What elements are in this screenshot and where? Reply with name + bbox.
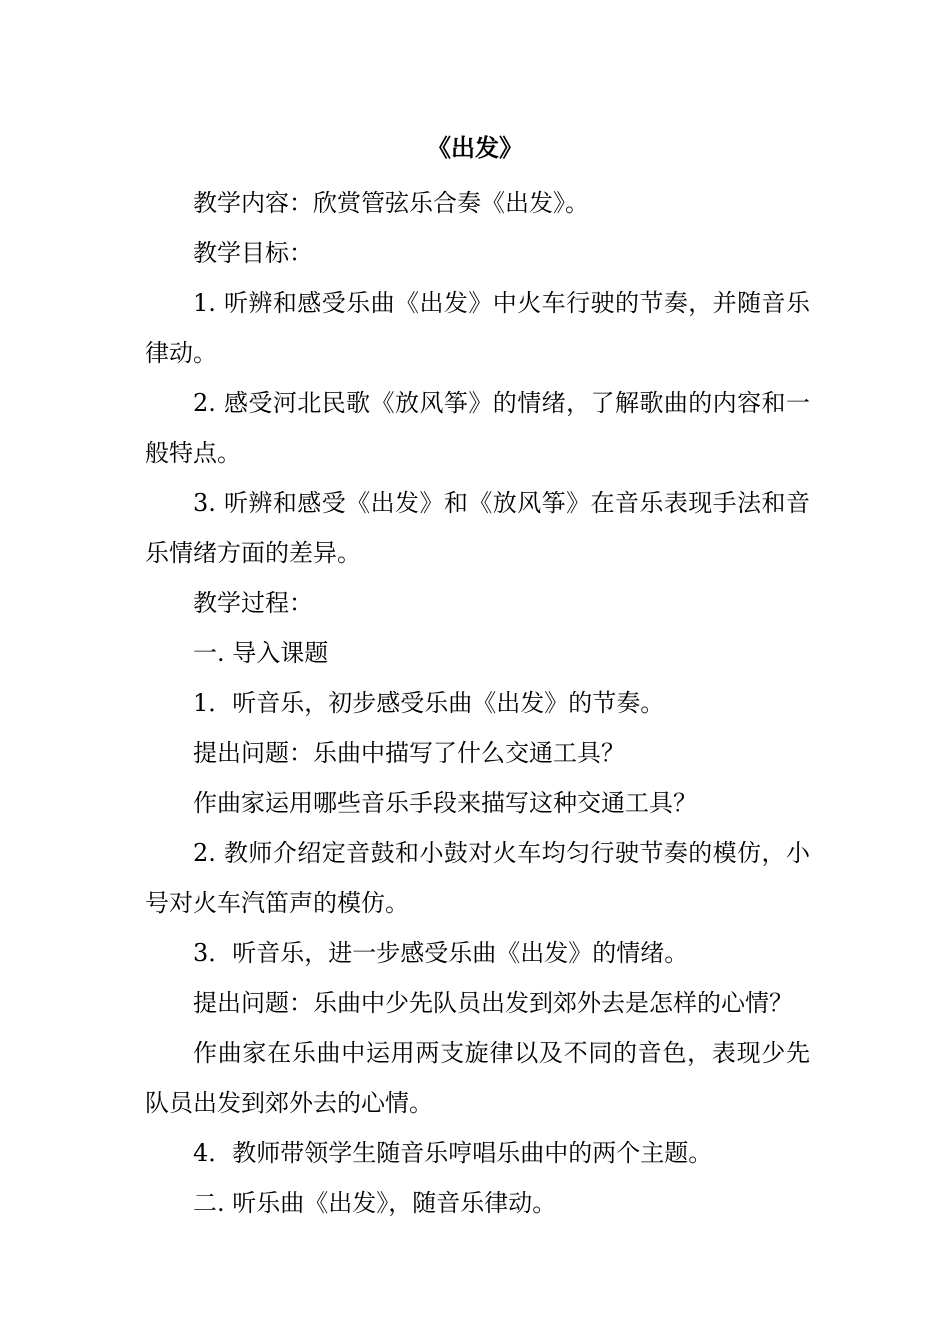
document-title: 《出发》 (427, 133, 523, 162)
paragraph-teaching-goals-heading: 教学目标： (193, 239, 313, 267)
document-body (145, 178, 810, 1228)
paragraph-section-2-heading: 二. 听乐曲《出发》，随音乐律动。 (193, 1189, 557, 1217)
paragraph-goal-3: 3. 听辨和感受《出发》和《放风筝》在音乐表现手法和音乐情绪方面的差异。 (145, 489, 810, 567)
paragraph-question-2: 作曲家运用哪些音乐手段来描写这种交通工具？ (193, 789, 697, 817)
paragraph-step-3: 3．听音乐，进一步感受乐曲《出发》的情绪。 (193, 939, 689, 967)
paragraph-question-3: 提出问题：乐曲中少先队员出发到郊外去是怎样的心情？ (193, 989, 793, 1017)
paragraph-question-1: 提出问题：乐曲中描写了什么交通工具？ (193, 739, 625, 767)
paragraph-goal-2: 2. 感受河北民歌《放风筝》的情绪，了解歌曲的内容和一般特点。 (145, 389, 810, 467)
paragraph-step-1: 1．听音乐，初步感受乐曲《出发》的节奏。 (193, 689, 665, 717)
paragraph-composer-note: 作曲家在乐曲中运用两支旋律以及不同的音色，表现少先队员出发到郊外去的心情。 (145, 1039, 810, 1117)
paragraph-section-1-heading: 一. 导入课题 (193, 639, 329, 667)
paragraph-teaching-content: 教学内容：欣赏管弦乐合奏《出发》。 (193, 189, 589, 217)
paragraph-step-4: 4．教师带领学生随音乐哼唱乐曲中的两个主题。 (193, 1139, 713, 1167)
paragraph-step-2: 2. 教师介绍定音鼓和小鼓对火车均匀行驶节奏的模仿，小号对火车汽笛声的模仿。 (145, 839, 810, 917)
paragraph-teaching-process-heading: 教学过程： (193, 589, 313, 617)
paragraph-goal-1: 1. 听辨和感受乐曲《出发》中火车行驶的节奏，并随音乐律动。 (145, 289, 810, 367)
